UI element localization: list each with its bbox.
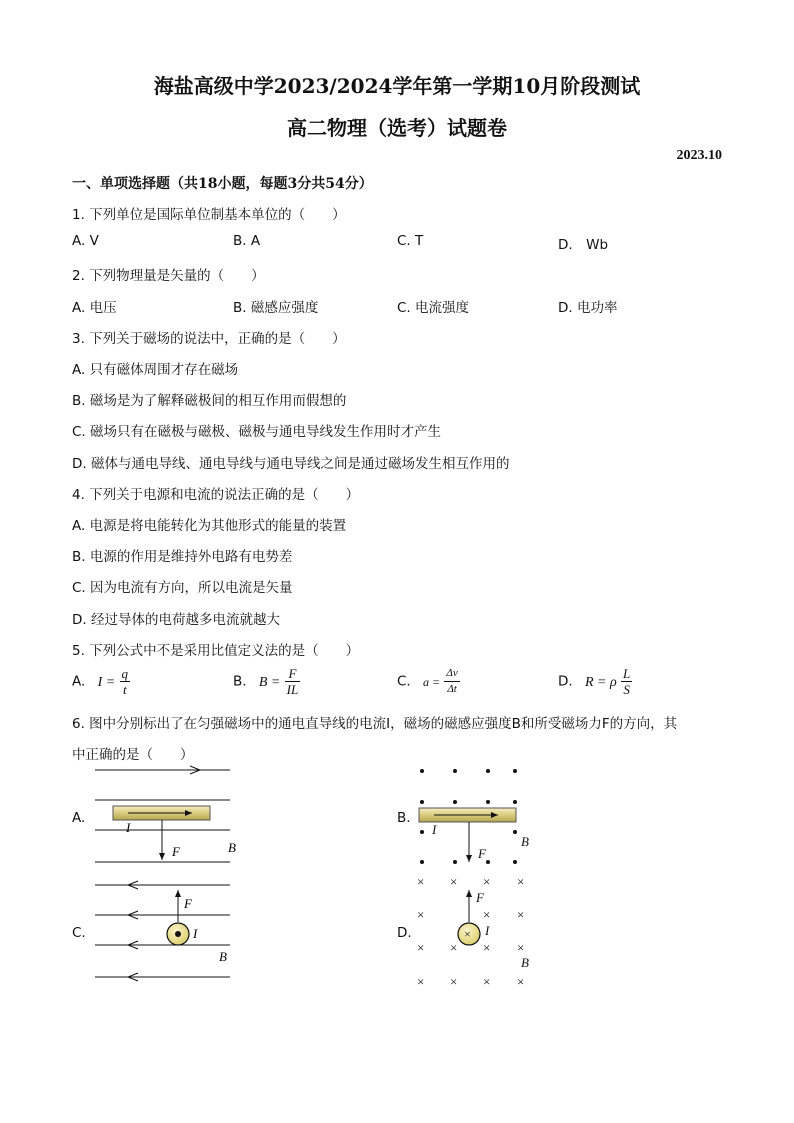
fraction-numerator: Δv — [444, 666, 459, 682]
q2-option-d: D. 电功率 — [558, 300, 618, 316]
question-2-stem: 2. 下列物理量是矢量的（ ） — [72, 268, 265, 284]
q3-option-b: B. 磁场是为了解释磁极间的相互作用而假想的 — [72, 393, 347, 409]
question-6-stem-line1: 6. 图中分别标出了在匀强磁场中的通电直导线的电流I，磁场的磁感应强度B和所受磁场力F的方向，其 — [72, 716, 678, 732]
q5-option-b-letter: B. — [233, 673, 247, 690]
fraction-numerator: L — [623, 666, 631, 681]
q5-option-c-letter: C. — [397, 673, 411, 690]
q4-option-a: A. 电源是将电能转化为其他形式的能量的装置 — [72, 518, 347, 534]
svg-text:×: × — [517, 907, 525, 922]
q6-option-d-label: D. — [397, 925, 412, 941]
svg-text:×: × — [450, 940, 458, 955]
q1-option-d: D. Wb — [558, 237, 609, 253]
section-title: 一、单项选择题（共18小题，每题3分共54分） — [72, 176, 373, 192]
q5-formula-c-lhs: a = — [423, 674, 441, 689]
label-field: B — [228, 840, 236, 855]
diagram-b — [419, 769, 529, 864]
svg-text:×: × — [517, 940, 525, 955]
q3-option-d: D. 磁体与通电导线、通电导线与通电导线之间是通过磁场发生相互作用的 — [72, 456, 510, 472]
q1-option-c: C. T — [397, 233, 424, 249]
label-current: I — [485, 923, 490, 938]
exam-subtitle: 高二物理（选考）试题卷 — [287, 116, 507, 140]
q6-option-a-label: A. — [72, 810, 86, 826]
q2-option-c: C. 电流强度 — [397, 300, 470, 316]
field-lines-left — [95, 885, 230, 977]
q5-formula-a-lhs: I = — [97, 674, 116, 690]
question-6-stem-line2: 中正确的是（ ） — [72, 747, 194, 763]
svg-text:×: × — [450, 874, 458, 889]
label-current: I — [193, 926, 198, 941]
q5-option-d-letter: D. — [558, 673, 573, 690]
q2-option-b: B. 磁感应强度 — [233, 300, 319, 316]
label-field: B — [219, 949, 227, 964]
diagram-d — [417, 874, 529, 989]
q4-option-c: C. 因为电流有方向，所以电流是矢量 — [72, 580, 293, 596]
q6-option-b-label: B. — [397, 810, 411, 826]
diagram-a — [95, 766, 236, 862]
label-current: I — [432, 822, 437, 837]
label-field: B — [521, 834, 529, 849]
svg-text:×: × — [483, 874, 491, 889]
question-5-stem: 5. 下列公式中不是采用比值定义法的是（ ） — [72, 643, 360, 659]
svg-text:×: × — [417, 974, 425, 989]
exam-title: 海盐高级中学2023/2024学年第一学期10月阶段测试 — [153, 74, 641, 98]
q5-formula-b-lhs: B = — [258, 674, 281, 690]
fraction-denominator: t — [122, 682, 127, 697]
q2-option-a: A. 电压 — [72, 300, 117, 316]
svg-text:×: × — [450, 974, 458, 989]
svg-text:×: × — [417, 907, 425, 922]
label-field: B — [521, 955, 529, 970]
svg-text:×: × — [483, 907, 491, 922]
q5-formula-d-lhs: R = ρ — [584, 674, 617, 690]
svg-text:×: × — [517, 974, 525, 989]
label-force: F — [184, 896, 192, 911]
fraction-denominator: IL — [286, 682, 299, 697]
q5-option-a-letter: A. — [72, 673, 86, 690]
q4-option-d: D. 经过导体的电荷越多电流就越大 — [72, 612, 280, 628]
fraction-denominator: Δt — [447, 683, 457, 695]
question-4-stem: 4. 下列关于电源和电流的说法正确的是（ ） — [72, 487, 360, 503]
svg-text:×: × — [483, 940, 491, 955]
q3-option-c: C. 磁场只有在磁极与磁极、磁极与通电导线发生作用时才产生 — [72, 424, 442, 440]
question-3-stem: 3. 下列关于磁场的说法中，正确的是（ ） — [72, 331, 346, 347]
fraction-denominator: S — [623, 682, 630, 697]
current-into-cross: × — [464, 927, 471, 941]
fraction-numerator: F — [285, 666, 301, 682]
fraction-numerator: q — [121, 666, 128, 681]
exam-date: 2023.10 — [676, 148, 722, 163]
label-current: I — [126, 820, 131, 835]
q6-option-c-label: C. — [72, 925, 86, 941]
diagram-c — [95, 881, 230, 981]
q4-option-b: B. 电源的作用是维持外电路有电势差 — [72, 549, 293, 565]
label-force: F — [478, 846, 486, 861]
svg-text:×: × — [517, 874, 525, 889]
label-force: F — [172, 844, 180, 859]
current-out-dot — [175, 931, 181, 937]
svg-text:×: × — [417, 940, 425, 955]
svg-text:×: × — [417, 874, 425, 889]
q1-option-b: B. A — [233, 233, 261, 249]
svg-text:×: × — [483, 974, 491, 989]
question-1-stem: 1. 下列单位是国际单位制基本单位的（ ） — [72, 207, 346, 223]
label-force: F — [476, 890, 484, 905]
q1-option-a: A. V — [72, 233, 99, 249]
q3-option-a: A. 只有磁体周围才存在磁场 — [72, 362, 239, 378]
